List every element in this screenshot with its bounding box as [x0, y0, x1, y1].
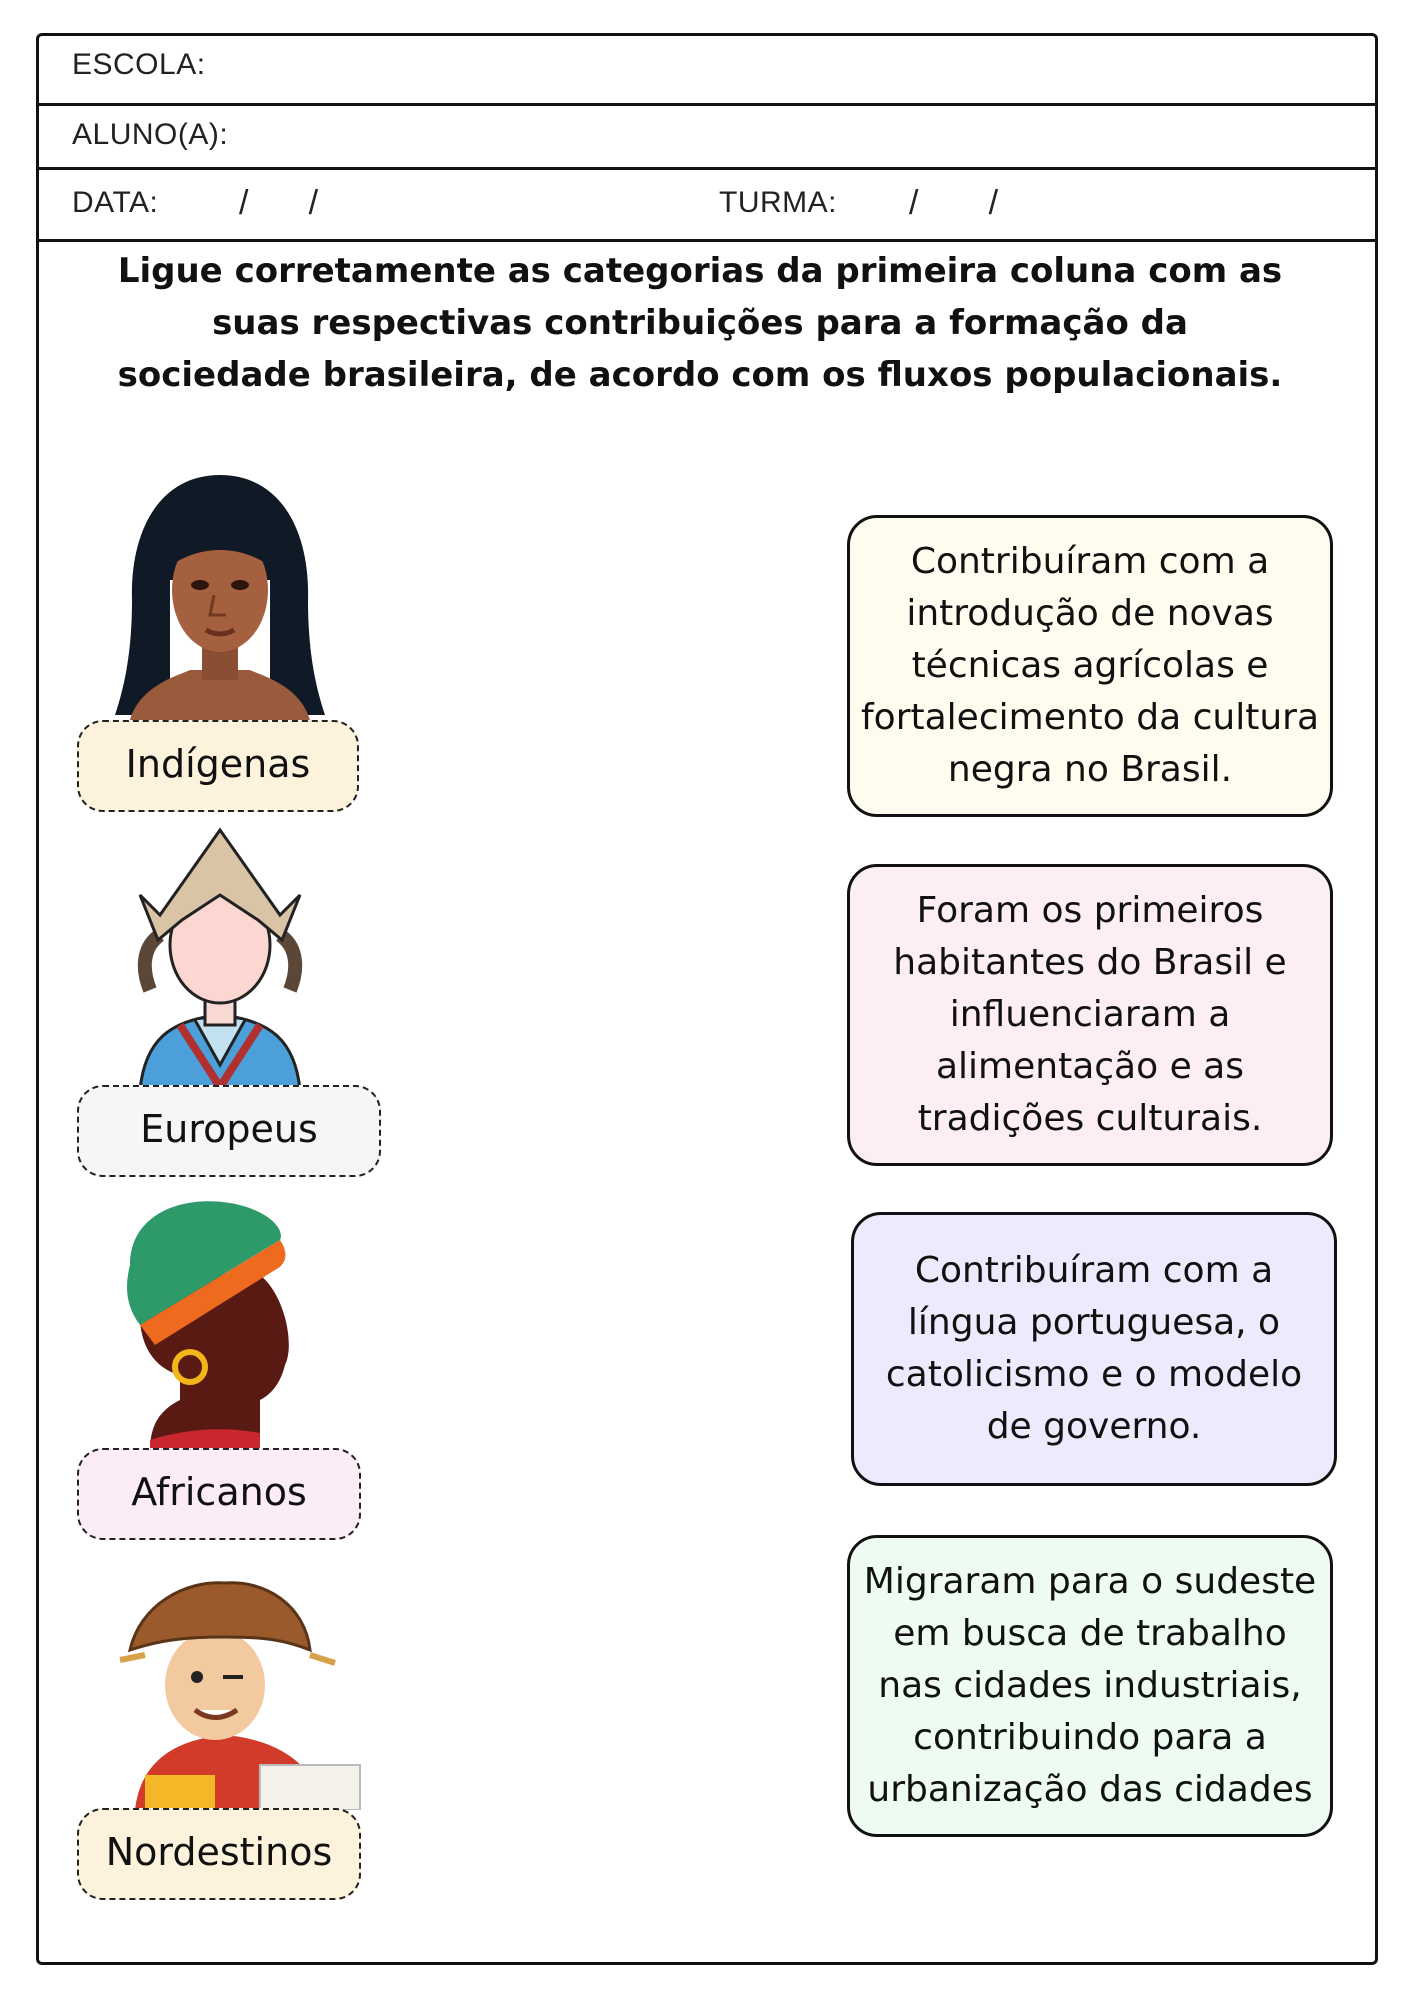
contribution-card-2[interactable] [847, 864, 1333, 1166]
contribution-card-1[interactable] [847, 515, 1333, 817]
european-woman-icon [110, 825, 330, 1090]
contribution-text: Foram os primeiros habitantes do Brasil e influenciaram a alimentação e as tradições culturais. [893, 890, 1287, 1139]
northeastern-man-icon [115, 1575, 370, 1810]
category-indigenas[interactable] [77, 720, 359, 812]
category-nordestinos[interactable] [77, 1808, 361, 1900]
date-slashes: / / [239, 184, 319, 222]
student-row [39, 106, 1375, 170]
school-label: ESCOLA: [72, 48, 206, 81]
date-label: DATA: [72, 186, 159, 219]
instruction-text: Ligue corretamente as categorias da primeira coluna com as suas respectivas contribuições para a formação da sociedade brasileira, de acordo com os fluxos populacionais. [117, 251, 1283, 395]
indigenous-woman-icon [110, 470, 330, 720]
class-label: TURMA: [719, 186, 837, 219]
category-label: Africanos [131, 1470, 307, 1514]
school-row [39, 36, 1375, 106]
category-europeus[interactable] [77, 1085, 381, 1177]
category-label: Nordestinos [105, 1830, 333, 1874]
category-label: Indígenas [125, 742, 311, 786]
class-slashes: / / [909, 184, 999, 222]
category-label: Europeus [140, 1107, 318, 1151]
student-label: ALUNO(A): [72, 118, 229, 151]
contribution-text: Contribuíram com a língua portuguesa, o catolicismo e o modelo de governo. [885, 1250, 1303, 1447]
contribution-text: Contribuíram com a introdução de novas técnicas agrícolas e fortalecimento da cultura negra no Brasil. [861, 541, 1319, 790]
african-woman-icon [110, 1195, 310, 1450]
contribution-text: Migraram para o sudeste em busca de trabalho nas cidades industriais, contribuindo para a urbanização das cidades [863, 1561, 1317, 1810]
date-class-row [39, 170, 1375, 242]
contribution-card-3[interactable] [851, 1212, 1337, 1486]
category-africanos[interactable] [77, 1448, 361, 1540]
contribution-card-4[interactable] [847, 1535, 1333, 1837]
